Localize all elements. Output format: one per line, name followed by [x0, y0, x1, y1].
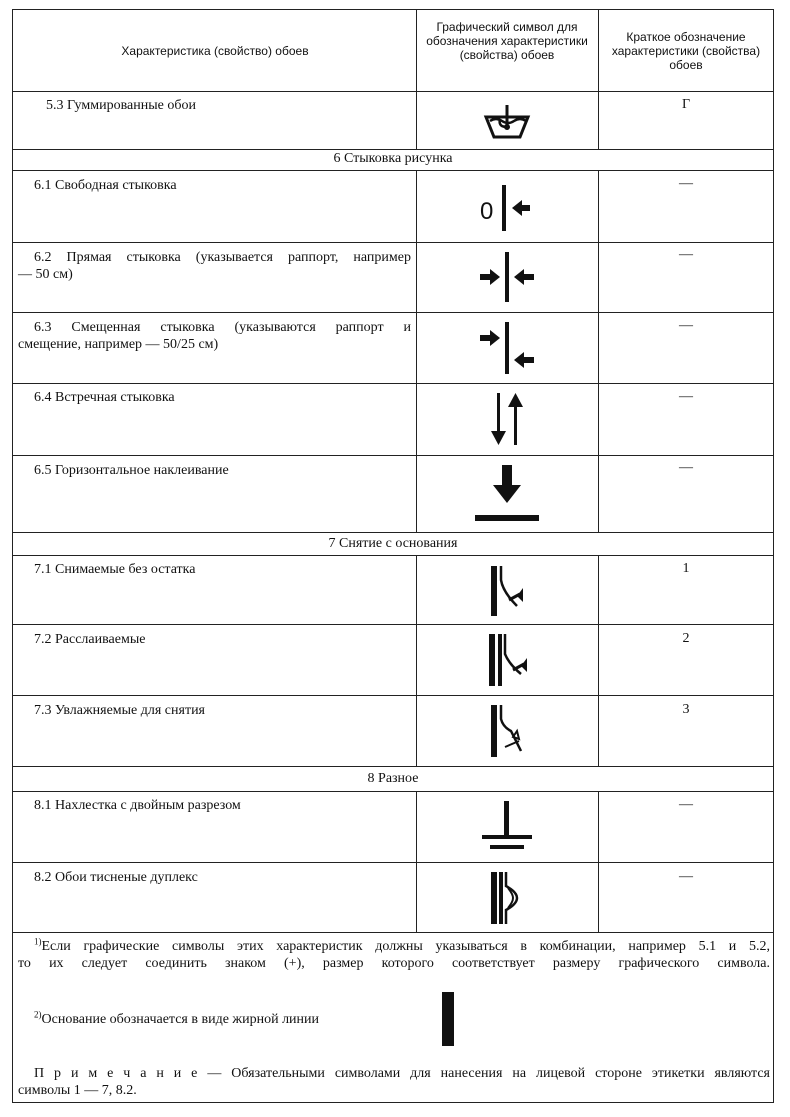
wet-removable-icon: [477, 701, 537, 761]
overlap-double-cut-icon: [472, 797, 542, 857]
col-divider: [598, 9, 599, 149]
straight-match-icon: [472, 248, 542, 306]
footnote-1-mark: 1): [34, 936, 42, 947]
row-divider: [12, 766, 774, 767]
row-6-5-label: 6.5 Горизонтальное наклеивание: [34, 463, 229, 478]
col-divider: [598, 555, 599, 766]
row-7-2-code: 2: [682, 631, 690, 646]
section-6-title: 6 Стыковка рисунка: [333, 151, 453, 166]
row-6-5-symbol: [416, 458, 598, 530]
row-6-3-symbol: [416, 316, 598, 380]
row-8-1-label: 8.1 Нахлестка с двойным разрезом: [34, 798, 241, 813]
footnote-1-line1: [34, 938, 770, 955]
row-6-2-code: —: [679, 247, 693, 262]
row-divider: [12, 695, 774, 696]
row-6-4-label: 6.4 Встречная стыковка: [34, 390, 175, 405]
row-6-1-symbol: [416, 176, 598, 240]
row-5-3-label: 5.3 Гуммированные обои: [46, 98, 196, 113]
free-match-icon: [472, 181, 542, 235]
row-6-1-label: 6.1 Свободная стыковка: [34, 178, 177, 193]
footnote-1-text: Если графические символы этих характеристик должны указываться в комбинации, например 5.1 и 5.2,: [41, 939, 770, 954]
reverse-hanging-icon: [482, 389, 532, 449]
row-6-3-label-line2: смещение, например — 50/25 см): [18, 337, 219, 352]
row-5-3-code: Г: [681, 97, 691, 112]
embossed-duplex-icon: [477, 868, 537, 928]
wallpaper-gummed-icon: [482, 103, 532, 143]
row-7-1-code: 1: [682, 561, 690, 576]
col-divider: [598, 170, 599, 532]
footnote-2: [34, 1011, 319, 1028]
row-5-3-symbol: [416, 100, 598, 146]
row-divider: [12, 791, 774, 792]
row-divider: [12, 862, 774, 863]
row-divider: [12, 170, 774, 171]
row-6-3-label-line1: 6.3 Смещенная стыковка (указываются раппорт и: [34, 320, 411, 335]
horizontal-hanging-icon: [467, 461, 547, 527]
row-6-2-label-line2: — 50 см): [18, 267, 73, 282]
row-6-4-code: —: [679, 389, 693, 404]
row-8-2-label: 8.2 Обои тисненые дуплекс: [34, 870, 198, 885]
row-divider: [12, 532, 774, 533]
row-8-2-symbol: [416, 866, 598, 930]
section-7-title: 7 Снятие с основания: [328, 536, 458, 551]
row-7-2-label: 7.2 Расслаиваемые: [34, 632, 146, 647]
peelable-icon: [477, 630, 537, 690]
row-8-1-symbol: [416, 795, 598, 859]
header-col-code: Краткое обозначение характеристики (свойства) обоев: [611, 30, 761, 72]
header-col-symbol: Графический символ для обозначения характеристики (свойства) обоев: [426, 20, 588, 62]
row-divider: [12, 242, 774, 243]
row-8-2-code: —: [679, 869, 693, 884]
row-7-3-label: 7.3 Увлажняемые для снятия: [34, 703, 206, 718]
row-6-4-symbol: [416, 386, 598, 452]
row-7-2-symbol: [416, 628, 598, 692]
row-divider: [12, 624, 774, 625]
row-7-1-label: 7.1 Снимаемые без остатка: [34, 562, 196, 577]
footnote-1-line2: то их следует соединить знаком (+), размер которого соответствует размеру графического символа.: [18, 956, 770, 971]
offset-match-icon: [472, 318, 542, 378]
row-7-1-symbol: [416, 559, 598, 623]
footnote-2-mark: 2): [34, 1009, 42, 1020]
note-text: — Обязательными символами для нанесения на лицевой стороне этикетки являются: [197, 1066, 770, 1081]
strippable-icon: [477, 562, 537, 620]
row-8-1-code: —: [679, 797, 693, 812]
row-6-2-symbol: [416, 245, 598, 309]
row-6-5-code: —: [679, 460, 693, 475]
row-7-3-code: 3: [682, 702, 690, 717]
row-divider: [12, 932, 774, 933]
base-bold-line-icon: [442, 992, 454, 1046]
header-col-characteristic: Характеристика (свойство) обоев: [121, 44, 309, 58]
row-7-3-symbol: [416, 699, 598, 763]
row-divider: [12, 555, 774, 556]
row-6-2-label-line1: 6.2 Прямая стыковка (указывается раппорт, например: [34, 250, 411, 265]
row-divider: [12, 91, 774, 92]
note-line2: символы 1 — 7, 8.2.: [18, 1083, 137, 1098]
section-8-title: 8 Разное: [367, 771, 419, 786]
row-divider: [12, 149, 774, 150]
row-6-1-code: —: [679, 176, 693, 191]
row-divider: [12, 455, 774, 456]
note-line1: [34, 1065, 770, 1082]
row-divider: [12, 312, 774, 313]
note-lead: П р и м е ч а н и е: [34, 1066, 198, 1081]
footnote-2-text: Основание обозначается в виде жирной линии: [41, 1012, 320, 1027]
row-6-1-symbol-zero: 0: [480, 198, 494, 225]
row-6-3-code: —: [679, 318, 693, 333]
row-divider: [12, 383, 774, 384]
